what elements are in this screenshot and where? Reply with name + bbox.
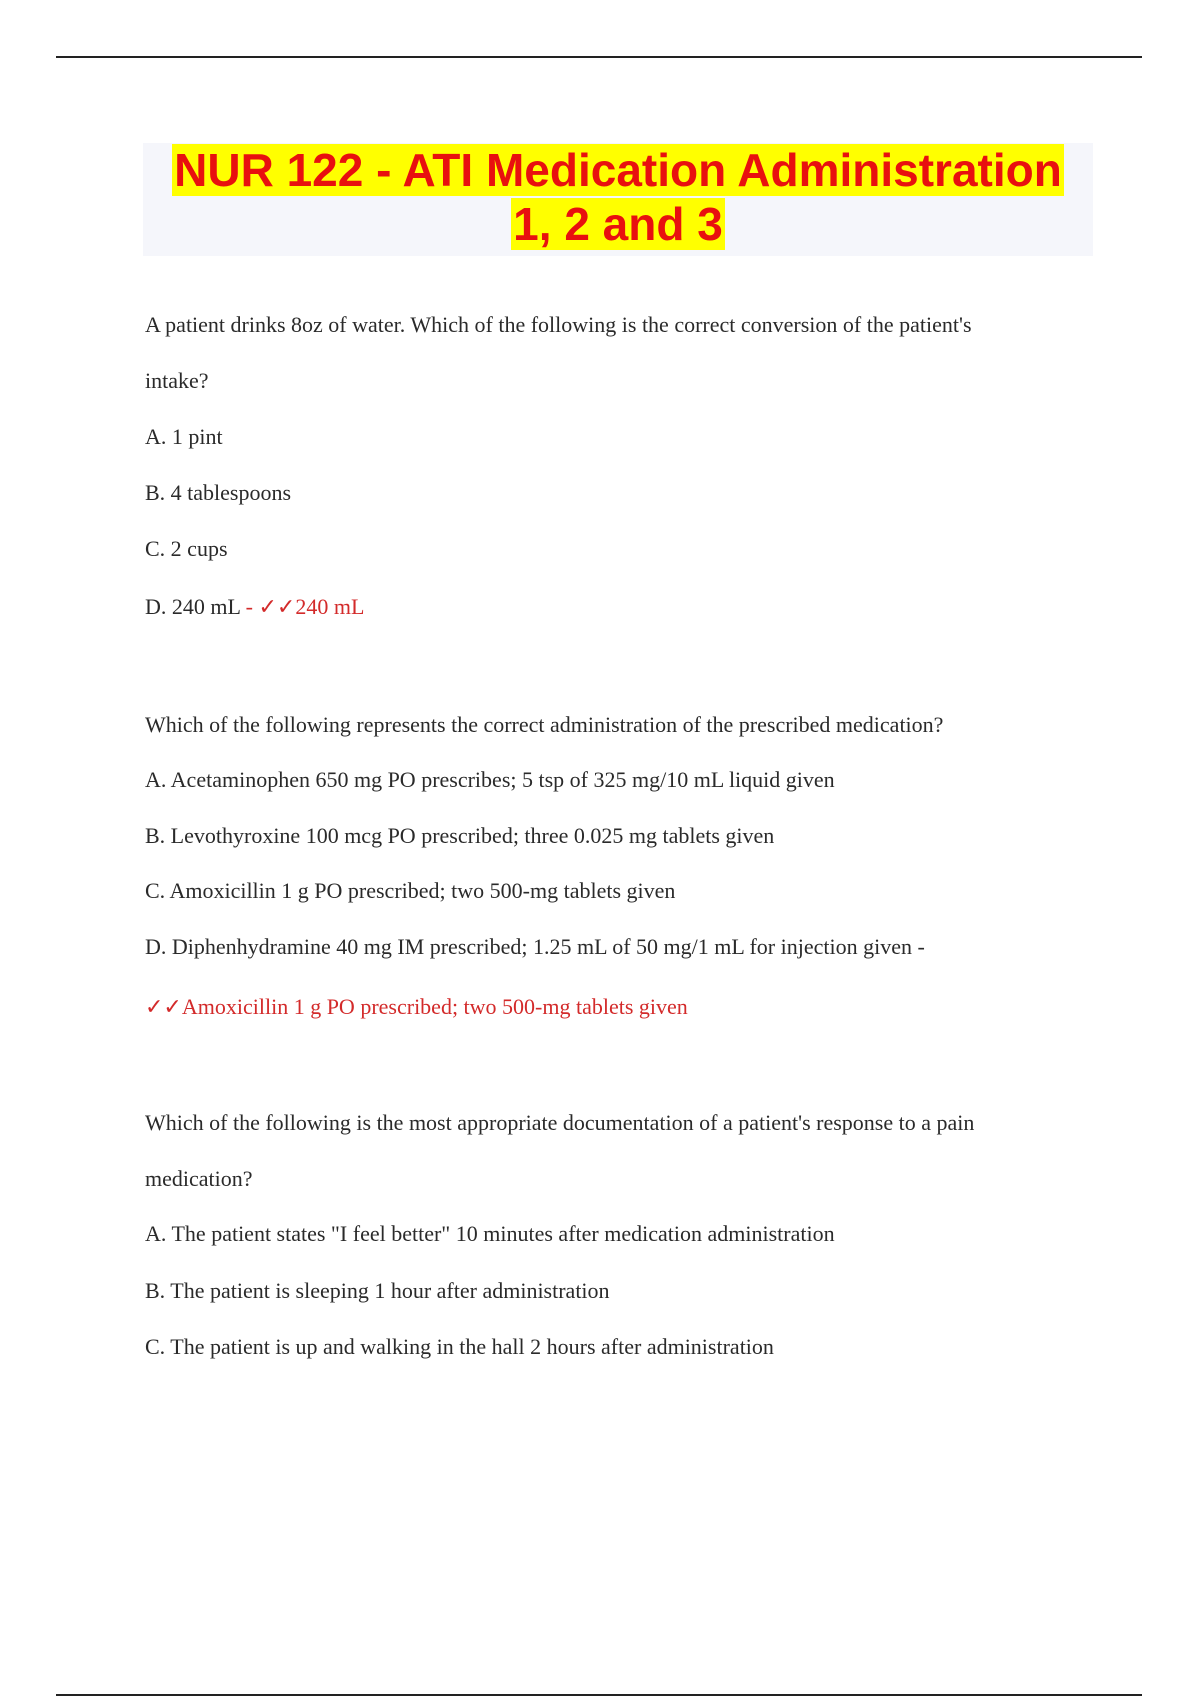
answer-separator: - bbox=[240, 594, 259, 619]
bottom-rule bbox=[56, 1694, 1142, 1696]
document-title bbox=[143, 143, 1093, 256]
question-1-answer: 240 mL bbox=[295, 594, 365, 619]
question-1-option-a: A. 1 pint bbox=[145, 424, 223, 449]
title-line-2: 1, 2 and 3 bbox=[513, 198, 723, 250]
question-2-option-d: D. Diphenhydramine 40 mg IM prescribed; 1.25 mL of 50 mg/1 mL for injection given - bbox=[145, 934, 925, 959]
question-2-answer-row bbox=[145, 993, 688, 1021]
top-rule bbox=[56, 56, 1142, 58]
check-mark-icon: ✓✓ bbox=[258, 594, 296, 619]
question-3-option-c: C. The patient is up and walking in the hall 2 hours after administration bbox=[145, 1334, 774, 1359]
question-3-option-a: A. The patient states "I feel better" 10 minutes after medication administration bbox=[145, 1221, 835, 1246]
question-1-stem-line-2: intake? bbox=[145, 368, 209, 393]
question-3-stem-line-1: Which of the following is the most appropriate documentation of a patient's response to a pain bbox=[145, 1110, 975, 1135]
question-2-option-c: C. Amoxicillin 1 g PO prescribed; two 500-mg tablets given bbox=[145, 878, 676, 903]
question-1-option-b: B. 4 tablespoons bbox=[145, 480, 292, 505]
question-3-option-b: B. The patient is sleeping 1 hour after administration bbox=[145, 1278, 610, 1303]
question-2-stem-line-1: Which of the following represents the correct administration of the prescribed medication? bbox=[145, 712, 944, 737]
question-1-option-d: D. 240 mL bbox=[145, 594, 241, 619]
question-2-option-a: A. Acetaminophen 650 mg PO prescribes; 5 tsp of 325 mg/10 mL liquid given bbox=[145, 767, 835, 792]
question-1-stem-line-1: A patient drinks 8oz of water. Which of the following is the correct conversion of the patient's bbox=[145, 312, 972, 337]
check-mark-icon: ✓✓ bbox=[145, 994, 182, 1019]
question-2-option-b: B. Levothyroxine 100 mcg PO prescribed; three 0.025 mg tablets given bbox=[145, 823, 775, 848]
question-1-option-d-row bbox=[145, 593, 364, 621]
title-line-1: NUR 122 - ATI Medication Administration bbox=[174, 144, 1062, 196]
question-3-stem-line-2: medication? bbox=[145, 1166, 253, 1191]
question-2-answer: Amoxicillin 1 g PO prescribed; two 500-mg tablets given bbox=[181, 994, 688, 1019]
question-1-option-c: C. 2 cups bbox=[145, 536, 228, 561]
